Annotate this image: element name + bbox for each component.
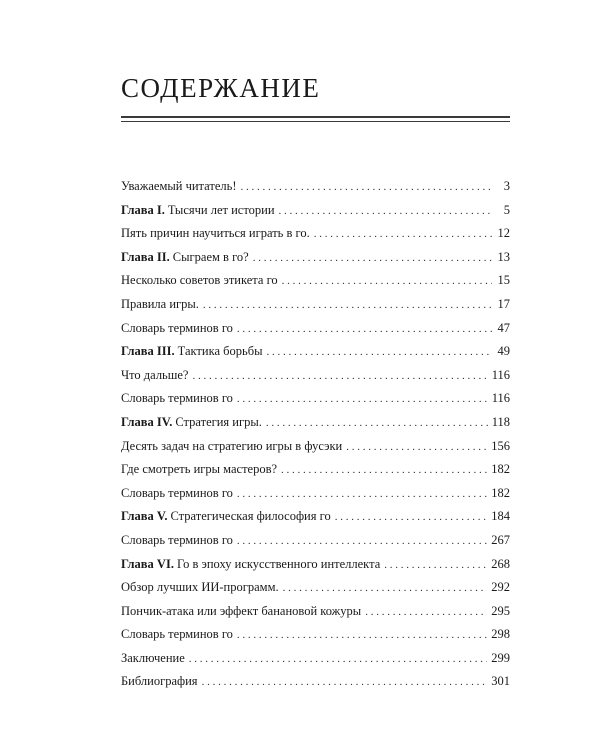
chapter-label: Глава V. <box>121 509 168 524</box>
entry-text: Словарь терминов го <box>121 627 233 642</box>
dot-leader <box>346 437 487 457</box>
page-number: 116 <box>491 367 510 382</box>
entry-text: Стратегия игры. <box>175 414 262 429</box>
entry-title <box>121 671 198 691</box>
entry-text: Пончик-атака или эффект банановой кожуры <box>121 603 362 618</box>
entry-text: Пять причин научиться играть в го. <box>121 226 310 241</box>
entry-text: Несколько советов этикета го <box>121 273 278 288</box>
toc-entry[interactable] <box>121 506 510 530</box>
dot-leader <box>283 578 488 598</box>
dot-leader <box>282 271 492 291</box>
entry-title <box>121 506 331 526</box>
dot-leader <box>279 201 492 221</box>
toc-entry[interactable] <box>121 365 510 389</box>
title-rule-thin <box>121 121 510 122</box>
entry-text: Словарь терминов го <box>121 485 233 500</box>
dot-leader <box>266 342 492 362</box>
entry-text: Обзор лучших ИИ-программ. <box>121 580 279 595</box>
entry-title <box>121 483 233 503</box>
entry-text: Десять задач на стратегию игры в фусэки <box>121 438 343 453</box>
entry-title <box>121 436 342 456</box>
dot-leader <box>253 248 492 268</box>
entry-text: Го в эпоху искусственного интеллекта <box>176 556 381 571</box>
page-number: 118 <box>491 414 510 429</box>
toc-entry[interactable] <box>121 318 510 342</box>
page-number: 17 <box>497 296 510 311</box>
page-number: 292 <box>491 580 510 595</box>
entry-title <box>121 223 310 243</box>
toc-entry[interactable] <box>121 671 510 695</box>
toc-entry[interactable] <box>121 247 510 271</box>
entry-text: Что дальше? <box>121 367 189 382</box>
entry-text: Стратегическая философия го <box>170 509 331 524</box>
toc-entry[interactable] <box>121 648 510 672</box>
dot-leader <box>203 295 492 315</box>
dot-leader <box>237 625 487 645</box>
entry-title <box>121 294 199 314</box>
dot-leader <box>237 484 487 504</box>
toc-entry[interactable] <box>121 223 510 247</box>
page-number: 3 <box>503 179 510 193</box>
page-number: 298 <box>491 627 510 642</box>
dot-leader <box>365 602 487 622</box>
page-number: 184 <box>491 509 510 524</box>
chapter-label: Глава III. <box>121 344 175 359</box>
entry-title <box>121 270 278 290</box>
page-number: 299 <box>491 650 510 665</box>
dot-leader <box>335 507 488 527</box>
entry-title <box>121 601 361 621</box>
dot-leader <box>192 366 487 386</box>
entry-title <box>121 176 237 196</box>
page-title: СОДЕРЖАНИЕ <box>121 73 321 103</box>
page-number: 47 <box>497 320 510 335</box>
entry-title <box>121 318 233 338</box>
entry-text: Словарь терминов го <box>121 391 233 406</box>
entry-text: Словарь терминов го <box>121 320 233 335</box>
page-number: 15 <box>497 273 510 288</box>
page-number: 116 <box>491 391 510 406</box>
entry-title <box>121 412 262 432</box>
dot-leader <box>314 224 492 244</box>
dot-leader <box>237 531 487 551</box>
entry-title <box>121 200 275 220</box>
entry-text: Тысячи лет истории <box>167 202 275 217</box>
dot-leader <box>281 460 487 480</box>
toc-entry[interactable] <box>121 554 510 578</box>
title-rule-thick <box>121 116 510 118</box>
toc-entry[interactable] <box>121 341 510 365</box>
chapter-label: Глава VI. <box>121 556 174 571</box>
entry-text: Где смотреть игры мастеров? <box>121 462 278 477</box>
page-number: 267 <box>491 532 510 547</box>
page-number: 156 <box>491 438 510 453</box>
dot-leader <box>189 649 488 669</box>
page-number: 182 <box>491 462 510 477</box>
toc-entry[interactable] <box>121 270 510 294</box>
toc-entry[interactable] <box>121 388 510 412</box>
page-number: 49 <box>497 344 510 359</box>
toc-entry[interactable] <box>121 577 510 601</box>
dot-leader <box>202 672 488 692</box>
entry-text: Сыграем в го? <box>172 249 249 264</box>
toc-entry[interactable] <box>121 176 510 200</box>
table-of-contents <box>121 176 510 695</box>
dot-leader <box>384 555 487 575</box>
entry-title <box>121 554 380 574</box>
toc-entry[interactable] <box>121 624 510 648</box>
entry-text: Тактика борьбы <box>177 344 263 359</box>
entry-text: Уважаемый читатель! <box>121 179 237 193</box>
page-number: 5 <box>503 202 510 217</box>
toc-entry[interactable] <box>121 601 510 625</box>
dot-leader <box>266 413 488 433</box>
entry-title <box>121 624 233 644</box>
dot-leader <box>237 319 492 339</box>
entry-title <box>121 459 277 479</box>
entry-title <box>121 530 233 550</box>
entry-title <box>121 577 279 597</box>
chapter-label: Глава I. <box>121 202 165 217</box>
toc-entry[interactable] <box>121 294 510 318</box>
entry-title <box>121 341 262 361</box>
page-number: 295 <box>491 603 510 618</box>
chapter-label: Глава II. <box>121 249 170 264</box>
page-number: 12 <box>497 226 510 241</box>
entry-text: Правила игры. <box>121 296 199 311</box>
dot-leader <box>241 177 492 197</box>
entry-title <box>121 247 249 267</box>
entry-text: Заключение <box>121 650 185 665</box>
chapter-label: Глава IV. <box>121 414 173 429</box>
toc-entry[interactable] <box>121 483 510 507</box>
page-number: 182 <box>491 485 510 500</box>
entry-title <box>121 648 185 668</box>
entry-title <box>121 388 233 408</box>
entry-text: Словарь терминов го <box>121 532 233 547</box>
toc-entry[interactable] <box>121 412 510 436</box>
toc-entry[interactable] <box>121 200 510 224</box>
toc-entry[interactable] <box>121 530 510 554</box>
page-number: 301 <box>491 674 510 689</box>
toc-entry[interactable] <box>121 459 510 483</box>
dot-leader <box>237 389 488 409</box>
entry-text: Библиография <box>121 674 198 689</box>
entry-title <box>121 365 188 385</box>
toc-entry[interactable] <box>121 436 510 460</box>
page-number: 13 <box>497 249 510 264</box>
page-number: 268 <box>491 556 510 571</box>
